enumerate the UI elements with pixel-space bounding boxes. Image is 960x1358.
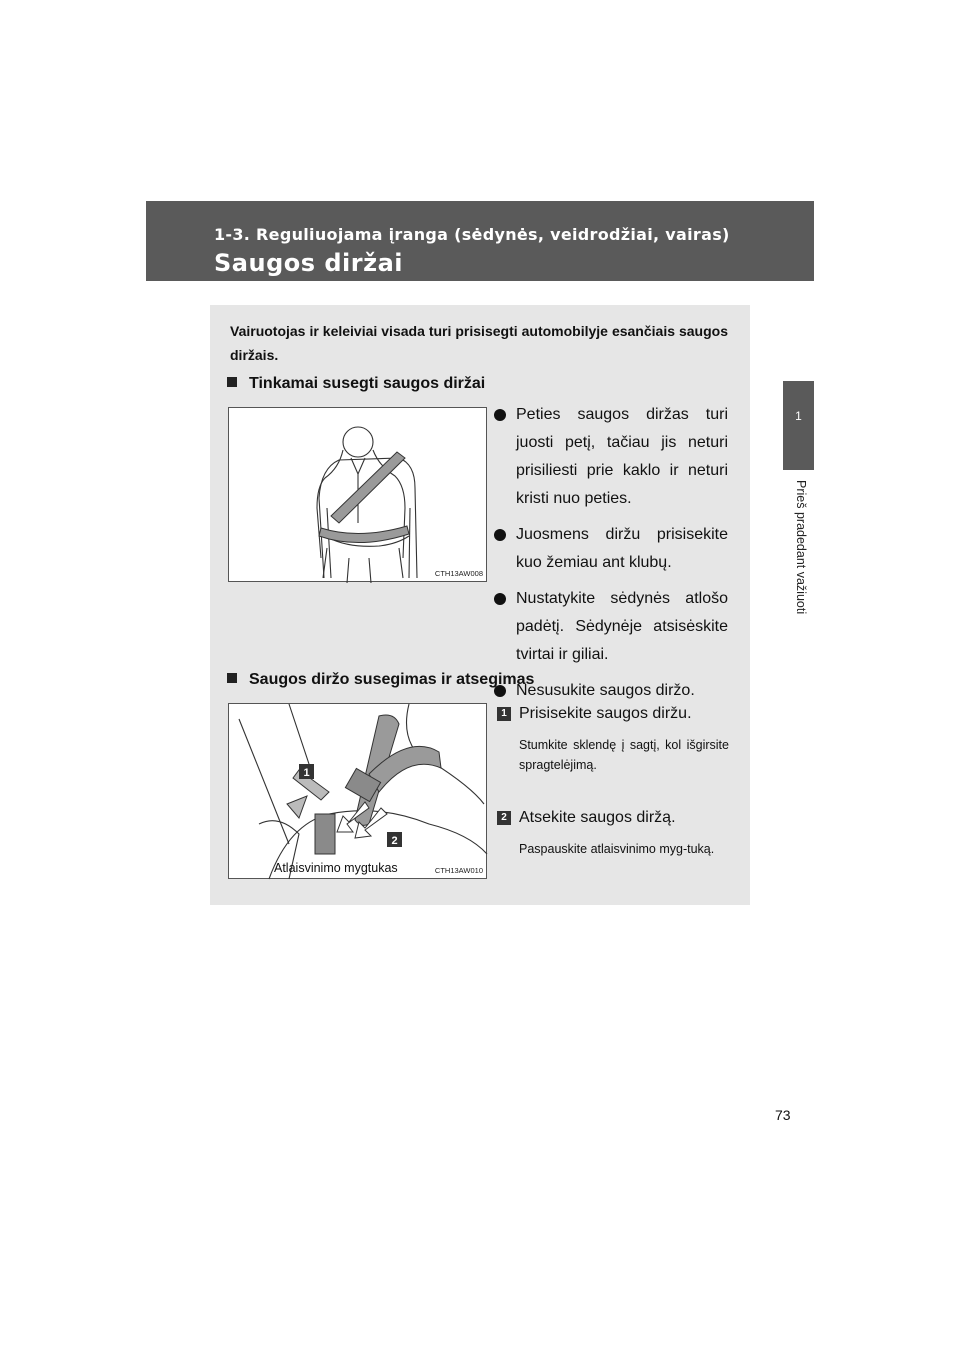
section-heading-fasten-unfasten: Saugos diržo susegimas ir atsegimas xyxy=(227,671,534,689)
bullet-dot-icon xyxy=(494,529,506,541)
step-number-badge: 1 xyxy=(497,707,511,721)
list-item: Nesusukite saugos diržo. xyxy=(492,677,728,705)
svg-text:2: 2 xyxy=(391,835,398,847)
figure-seatbelt-worn xyxy=(228,407,487,582)
svg-text:1: 1 xyxy=(303,767,310,779)
page-title: Saugos diržai xyxy=(214,249,404,277)
square-bullet-icon xyxy=(227,673,237,683)
step-fasten xyxy=(497,703,729,775)
step-number-badge: 2 xyxy=(497,811,511,825)
list-item: Nustatykite sėdynės atlošo padėtį. Sėdynėje atsisėskite tvirtai ir giliai. xyxy=(492,585,728,669)
chapter-tab-number: 1 xyxy=(795,409,802,423)
seated-person-illustration xyxy=(229,408,488,583)
step-description: Stumkite sklendę į sagtį, kol išgirsite spragtelėjimą. xyxy=(519,738,729,772)
figure-code: CTH13AW010 xyxy=(434,866,483,875)
square-bullet-icon xyxy=(227,377,237,387)
chapter-tab xyxy=(783,381,814,470)
figure-caption: Atlaisvinimo mygtukas xyxy=(274,861,398,875)
chapter-caption: Prieš pradedant važiuoti xyxy=(794,480,808,615)
figure-code: CTH13AW008 xyxy=(434,569,483,578)
chapter-header xyxy=(146,201,814,281)
buckle-illustration xyxy=(229,704,488,880)
bullet-list xyxy=(492,401,728,713)
section-label: 1-3. Reguliuojama įranga (sėdynės, veidrodžiai, vairas) xyxy=(214,225,730,244)
step-title: Atsekite saugos diržą. xyxy=(519,809,676,826)
intro-text: Vairuotojas ir keleiviai visada turi prisisegti automobilyje esančiais saugos diržais. xyxy=(230,323,728,363)
page-number: 73 xyxy=(775,1107,791,1123)
content-box xyxy=(210,305,750,905)
list-item: Peties saugos diržas turi juosti petį, tačiau jis neturi prisiliesti prie kaklo ir neturi kristi nuo peties. xyxy=(492,401,728,513)
bullet-dot-icon xyxy=(494,409,506,421)
section-heading-proper-wearing: Tinkamai susegti saugos diržai xyxy=(227,375,485,393)
bullet-dot-icon xyxy=(494,593,506,605)
step-description: Paspauskite atlaisvinimo myg-tuką. xyxy=(519,842,715,856)
figure-buckle xyxy=(228,703,487,879)
step-unfasten xyxy=(497,807,729,859)
list-item: Juosmens diržu prisisekite kuo žemiau ant klubų. xyxy=(492,521,728,577)
step-title: Prisisekite saugos diržu. xyxy=(519,705,692,722)
